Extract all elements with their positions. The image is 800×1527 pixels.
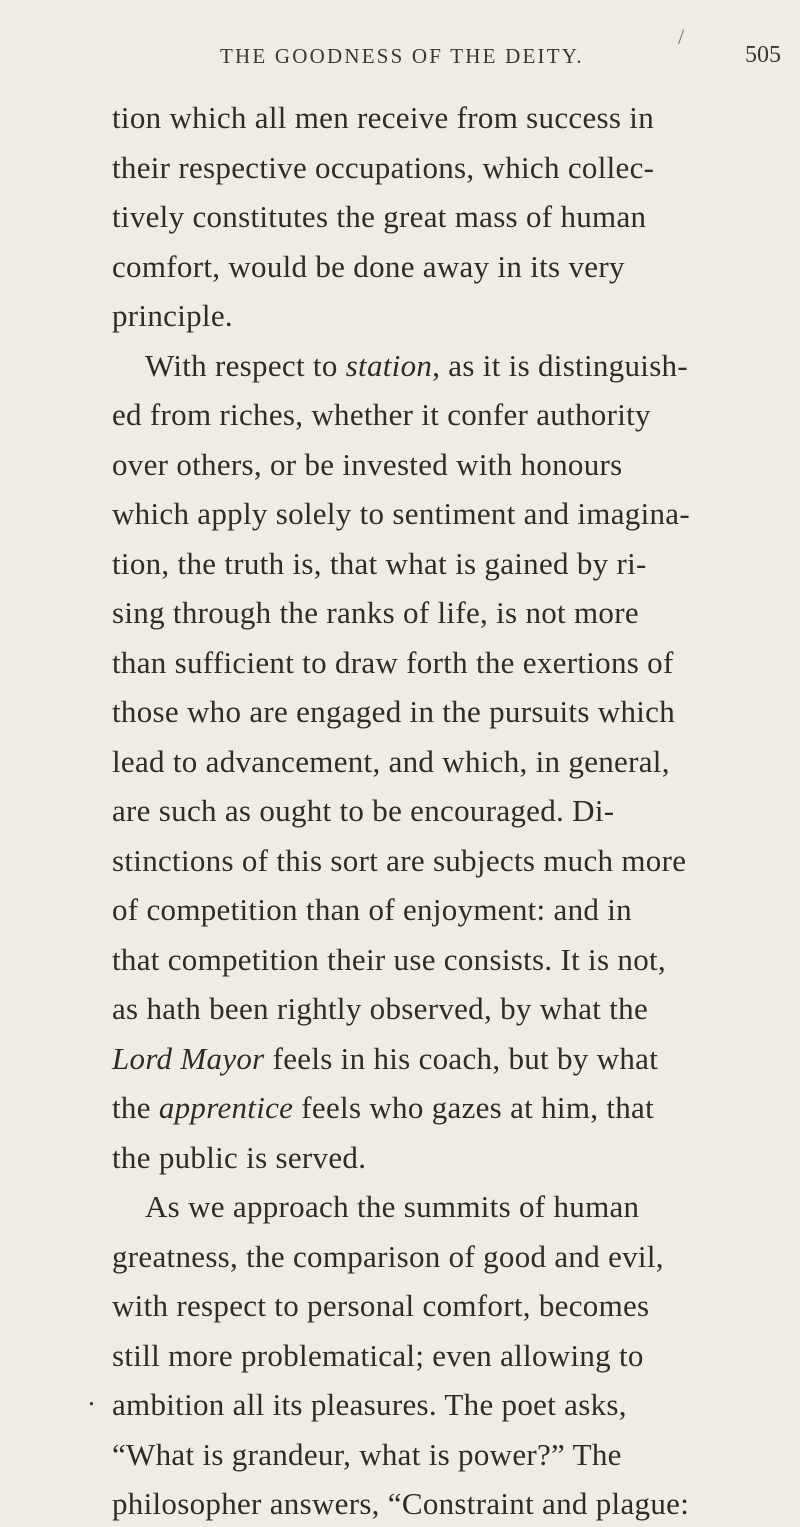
text-line: the apprentice feels who gazes at him, that xyxy=(112,1090,655,1125)
text-line: of competition than of enjoyment: and in xyxy=(112,892,632,927)
text-line: philosopher answers, “Constraint and plague: xyxy=(112,1486,690,1521)
text-line: over others, or be invested with honours xyxy=(112,446,623,482)
text-line: ambition all its pleasures. The poet asks, xyxy=(112,1387,627,1422)
margin-dot: . xyxy=(88,1381,95,1412)
emphasis-apprentice: apprentice xyxy=(158,1090,294,1125)
text-line: tion, the truth is, that what is gained by ri- xyxy=(112,545,647,581)
text-line: those who are engaged in the pursuits which xyxy=(112,694,676,729)
text-line: that competition their use consists. It is not, xyxy=(112,941,666,977)
text-line: ed from riches, whether it confer authority xyxy=(112,397,651,432)
text-line: which apply solely to sentiment and imagina- xyxy=(112,496,690,531)
text-line: lead to advancement, and which, in general, xyxy=(112,743,670,779)
text-line: With respect to station, as it is distinguish- xyxy=(145,347,688,383)
text-line: as hath been rightly observed, by what the xyxy=(112,991,649,1026)
text-line: tion which all men receive from success in xyxy=(112,100,655,135)
text-line: Lord Mayor feels in his coach, but by what xyxy=(112,1040,659,1076)
emphasis-station: station xyxy=(345,347,433,383)
text-line: As we approach the summits of human xyxy=(145,1189,640,1224)
page-header xyxy=(0,24,800,74)
text-line: the public is served. xyxy=(112,1139,367,1175)
text-line: still more problematical; even allowing to xyxy=(112,1337,644,1373)
text-line: stinctions of this sort are subjects much more xyxy=(112,842,687,878)
text-line: than sufficient to draw forth the exertions of xyxy=(112,644,674,680)
text-line: greatness, the comparison of good and evil, xyxy=(112,1238,664,1274)
text-line: comfort, would be done away in its very xyxy=(112,248,625,284)
text-line: sing through the ranks of life, is not more xyxy=(112,595,639,630)
emphasis-lord-mayor: Lord Mayor xyxy=(112,1040,265,1076)
text-line: are such as ought to be encouraged. Di- xyxy=(112,793,615,828)
text-line: tively constitutes the great mass of human xyxy=(112,199,647,234)
text-line: their respective occupations, which collec- xyxy=(112,149,655,185)
page-number: 505 xyxy=(745,42,781,68)
text-line: principle. xyxy=(112,298,233,333)
text-line: “What is grandeur, what is power?” The xyxy=(112,1436,622,1472)
pencil-mark: / xyxy=(678,24,685,49)
running-title: THE GOODNESS OF THE DEITY. xyxy=(220,44,584,68)
text-line: with respect to personal comfort, becomes xyxy=(112,1288,650,1323)
